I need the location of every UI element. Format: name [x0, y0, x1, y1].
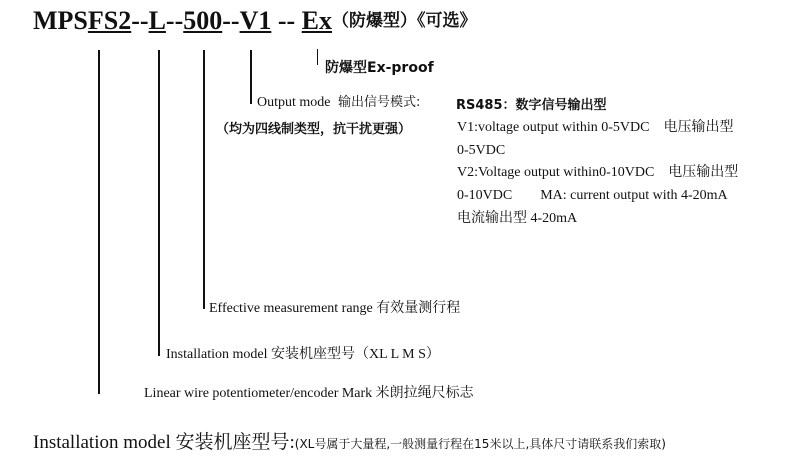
connector-line-ex [317, 49, 318, 65]
output-option-v2: V2:Voltage output within0-10VDC 电压输出型 [457, 165, 739, 180]
model-code-title [33, 6, 477, 36]
ex-proof-label: 防爆型Ex-proof [325, 60, 434, 76]
footer-installation-note [33, 432, 666, 455]
separator: -- [131, 6, 149, 35]
code-range: 500 [183, 6, 223, 35]
code-explosion-proof: Ex [301, 6, 333, 35]
separator: -- [165, 6, 184, 35]
output-mode-label-cn: 输出信号模式: [338, 95, 421, 110]
code-series: FS2 [87, 6, 132, 35]
output-mode-label-en: Output mode [257, 95, 331, 110]
title-suffix: （防爆型）《可选》 [332, 11, 477, 31]
output-option-v1: V1:voltage output within 0-5VDC 电压输出型 [457, 120, 734, 135]
separator: -- [271, 6, 302, 35]
output-mode-label [257, 94, 420, 112]
output-mode-note: （均为四线制类型，抗干扰更强） [216, 122, 412, 137]
model-prefix: MPS [33, 6, 88, 35]
range-label: Effective measurement range 有效量测行程 [209, 301, 461, 316]
mark-label: Linear wire potentiometer/encoder Mark 米朗拉绳尺标志 [144, 386, 474, 401]
footer-main: Installation model 安装机座型号: [33, 432, 295, 453]
code-installation: L [148, 6, 166, 35]
output-option-rs485: RS485：数字信号输出型 [456, 98, 607, 113]
connector-line-range [203, 50, 205, 309]
connector-line-mark [98, 50, 100, 394]
separator: -- [222, 6, 240, 35]
code-output: V1 [239, 6, 272, 35]
connector-line-installation [158, 50, 160, 356]
output-option-ma-cn: 电流输出型 4-20mA [457, 211, 578, 226]
footer-note: (XL号属于大量程,一般测量行程在15米以上,具体尺寸请联系我们索取) [294, 437, 666, 451]
installation-label: Installation model 安装机座型号（XL L M S） [166, 347, 440, 362]
output-option-v1-range: 0-5VDC [457, 143, 506, 158]
output-option-ma: 0-10VDC MA: current output with 4-20mA [457, 188, 728, 203]
connector-line-output [250, 50, 252, 104]
